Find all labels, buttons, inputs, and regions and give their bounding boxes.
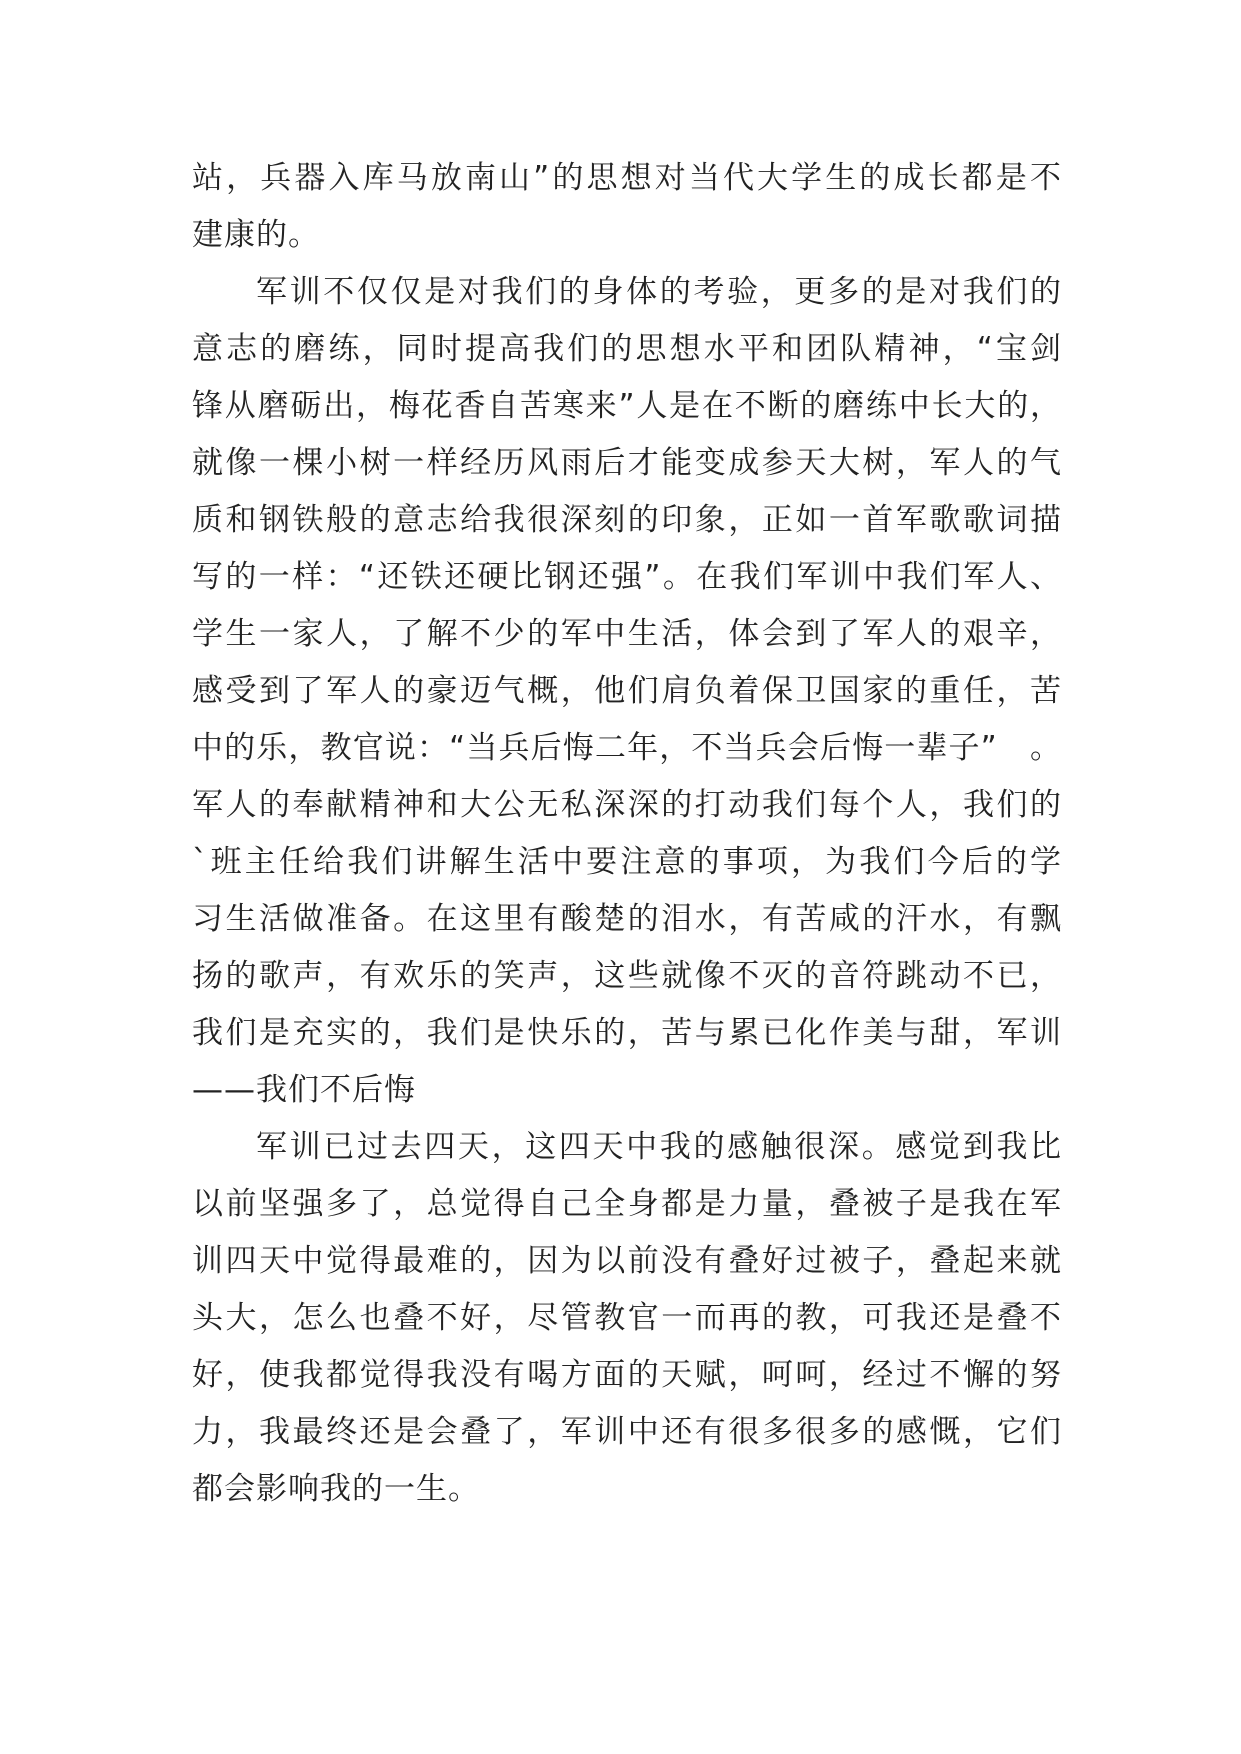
- text-line: 学生一家人，了解不少的军中生活，体会到了军人的艰辛，: [192, 616, 1062, 652]
- body-text: [192, 150, 1062, 1518]
- text-line: 写的一样：“还铁还硬比钢还强”。在我们军训中我们军人、: [192, 559, 1062, 595]
- text-line: 质和钢铁般的意志给我很深刻的印象，正如一首军歌歌词描: [192, 502, 1062, 538]
- text-line: 好，使我都觉得我没有喝方面的天赋，呵呵，经过不懈的努: [192, 1357, 1062, 1393]
- text-line: 军人的奉献精神和大公无私深深的打动我们每个人，我们的: [192, 787, 1062, 823]
- text-line: 感受到了军人的豪迈气概，他们肩负着保卫国家的重任，苦: [192, 673, 1062, 709]
- paragraph-start-line: 军训不仅仅是对我们的身体的考验，更多的是对我们的: [256, 274, 1062, 310]
- paragraph-start-line: 军训已过去四天，这四天中我的感触很深。感觉到我比: [256, 1129, 1062, 1165]
- text-line: 建康的。: [192, 217, 320, 253]
- text-line: 我们是充实的，我们是快乐的，苦与累已化作美与甜，军训: [192, 1015, 1062, 1051]
- text-line: ——我们不后悔: [192, 1072, 416, 1108]
- text-line: 扬的歌声，有欢乐的笑声，这些就像不灭的音符跳动不已，: [192, 958, 1062, 994]
- text-line: 站，兵器入库马放南山”的思想对当代大学生的成长都是不: [192, 160, 1062, 196]
- text-line: 力，我最终还是会叠了，军训中还有很多很多的感慨，它们: [192, 1414, 1062, 1450]
- text-line: 训四天中觉得最难的，因为以前没有叠好过被子，叠起来就: [192, 1243, 1062, 1279]
- text-line: 意志的磨练，同时提高我们的思想水平和团队精神，“宝剑: [192, 331, 1062, 367]
- text-line: 就像一棵小树一样经历风雨后才能变成参天大树，军人的气: [192, 445, 1062, 481]
- text-line: 中的乐，教官说：“当兵后悔二年，不当兵会后悔一辈子” 。: [192, 730, 1062, 766]
- text-line: 锋从磨砺出，梅花香自苦寒来”人是在不断的磨练中长大的，: [192, 388, 1062, 424]
- text-line: 头大，怎么也叠不好，尽管教官一而再的教，可我还是叠不: [192, 1300, 1062, 1336]
- text-line: 都会影响我的一生。: [192, 1471, 480, 1507]
- text-line: `班主任给我们讲解生活中要注意的事项，为我们今后的学: [192, 844, 1062, 880]
- text-line: 以前坚强多了，总觉得自己全身都是力量，叠被子是我在军: [192, 1186, 1062, 1222]
- text-line: 习生活做准备。在这里有酸楚的泪水，有苦咸的汗水，有飘: [192, 901, 1062, 937]
